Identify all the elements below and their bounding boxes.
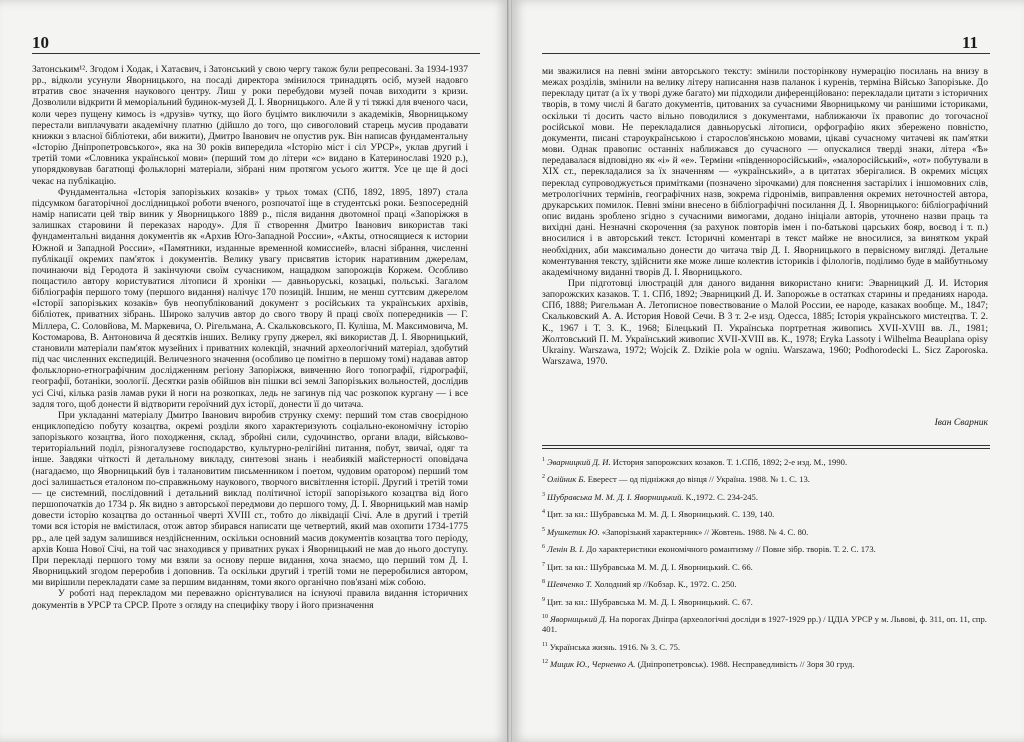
footnote xyxy=(542,640,988,652)
footnote-author: Шевченко Т. xyxy=(547,579,593,590)
paragraph: При укладанні матеріалу Дмитро Іванович виробив струнку схему: перший том став своєрідною енциклопедією побуту козацтва, окремі розділи якого характеризують соціально-економічну історію запорізького козацтва, його походження, склад, збройні сили, судочинство, органи влади, військово-територіальний поділ, різногалузеве господарство, культурно-релігійні питання, побут, звичаї, одяг та інше. Завдяки чіткості й детальному викладу, синтезові знань і неабиякій майстерності оповідача (нагадаємо, що Яворницький був і талановитим письменником і поетом, чудовим оратором) перший том досі залишається еталоном по-справжньому наукового, творчого висвітлення історії. Другий і третій томи — це системний, послідовний і детальний виклад політичної історії запорізького козацтва від його першопочатків до 1734 р. Як видно з авторської передмови до першого тому, Д. І. Яворницький мав намір довести історію козацтва до останньої чверті XVIII ст., тобто до ліквідації Січі. Але в другий і третій томи вся історія не вмістилася, отож автор збирався написати ще четвертий, який мав охопити 1734-1775 рр., але цей задум залишився нездійсненним, оскільки основний масив документів козацтва того періоду, архів Коша Нової Січі, на той час знаходився у приватних руках і Яворницький не мав до нього доступу. При перекладі першого тому ми взяли за основу перше видання, хоча знаємо, що перший том Д. І. Яворницький згодом переробив і доповнив. Та оскільки другий і третій томи не переробилися автором, ми вирішили перекладати саме за першим виданням, томи якого органічно пов'язані між собою. xyxy=(32,409,468,589)
footnote-number: 3 xyxy=(542,491,545,498)
footnote xyxy=(542,490,988,502)
paragraph: ми зважилися на певні зміни авторського тексту: змінили посторінкову нумерацію посилань на внизу в межах розділів, змінили на велику літеру написання назв паланок і куренів, терміна Військо Запорізьке. До перекладу цитат (а їх у творі дуже багато) ми підходили диференційовано: перекладали цитати з історичних творів, в тому числі й багато документів, цитованих за сучасними Яворницькому чи ранішими істориками, оскільки ті досить часто вільно поводилися з документами, наближаючи їх правопис до тогочасної російської мови. Не перекладалися давньоруські літописи, орфографію яких збережено повністю, документи, писані староукраїнською і старослов'янською мовами, цікаві сучасному читачеві як пам'ятки мови. Однак правопис останніх наближався до сучасного — опускалися тверді знаки, літера «Ѣ» передавалася відповідно як «і» й «е». Терміни «південноросійський», «малоросійський», «от» побутували в XIX ст., перекладалися за їх значенням — «український», а в цитатах зберігалися. В окремих місцях переклад супроводжується примітками (позначено зірочками) для пояснення застарілих і іншомовних слів, метрологічних термінів, географічних назв, зокрема гідронімів, виправлення окремих неточностей автора, друкарських помилок. Певні зміни внесено в бібліографічні посилання Д. І. Яворницького: бібліографічний опис видань зроблено згідно з сучасними вимогами, додано ініціали авторів, уточнено назви праць та вихідні дані. Незначні скорочення (за рахунок повторів імен і по-батькові царських бояр, воєвод і т. п.) вносилися і в авторський текст. Історичні коментарі в текст майже не вносилися, за винятком украй необхідних, аби максимально донести до читача твір Д. І. Яворницького в первісному вигляді. Детальне коментування тексту, здійснити яке може лише колектив істориків і філологів, поділимо буде в майбутньому академічному виданні творів Д. І. Яворницького. xyxy=(542,66,988,278)
footnote xyxy=(542,525,988,537)
footnote-number: 11 xyxy=(542,641,548,648)
left-page-text xyxy=(32,64,468,740)
footnotes xyxy=(542,455,988,675)
page-number-right: 11 xyxy=(961,33,978,52)
right-page-text xyxy=(542,66,988,406)
footnote-text: Еверест — од підніжжя до вінця // Україна. 1988. № 1. С. 13. xyxy=(587,474,810,485)
footnote xyxy=(542,455,988,467)
header-rule-left xyxy=(32,53,480,54)
footnote-text: Цит. за кн.: Шубравська М. М. Д. І. Яворницький. С. 66. xyxy=(547,561,753,572)
footnote-number: 5 xyxy=(542,526,545,533)
header-rule-right xyxy=(542,53,990,54)
footnote-text: «Запорізький характерник» // Жовтень. 1988. № 4. С. 80. xyxy=(601,526,809,537)
author-signature: Іван Сварник xyxy=(934,417,988,428)
footnote-author: Олійник Б. xyxy=(547,474,586,485)
footnote-text: Цит. за кн.: Шубравська М. М. Д. І. Яворницький. С. 67. xyxy=(547,596,753,607)
footnote-text: Холодний яр //Кобзар. К., 1972. С. 250. xyxy=(594,579,737,590)
paragraph: При підготовці ілюстрацій для даного видання використано книги: Эварницкий Д. И. История запорожских казаков. Т. 1. СПб, 1892; Эварницкий Д. И. Запорожье в остатках старины и преданиях народа. СПб, 1888; Ригельман А. Летописное повествование о Малой России, ее народе, казаках вообще. М., 1847; Скальковский А. А. История Новой Сечи. В 3 т. 2-е изд. Одесса, 1885; Історія українського мистецтва. Т. 2. К., 1967 і Т. 3. К., 1968; Білецький П. Українська портретная живопись XVII-XVIII вв. Л., 1981; Жолтовський П. М. Український живопис XVII-XVIII вв. К., 1978; Eryka Lassoty i Wilhelma Beauplana opisy Ukrainy. Warszawa, 1972; Wojcik Z. Dzikie pola w ogniu. Warszawa, 1960; Podhorodecki L. Sicz Zaporoska. Warszawa, 1970. xyxy=(542,277,988,368)
footnote-number: 12 xyxy=(542,659,548,666)
footnote-number: 1 xyxy=(542,457,545,463)
page-number-left: 10 xyxy=(32,33,49,52)
footnote-number: 7 xyxy=(542,561,545,568)
footnote-number: 4 xyxy=(542,509,545,516)
footnote-number: 10 xyxy=(542,614,548,621)
footnote xyxy=(542,577,988,589)
footnote-text: Українська жизнь. 1916. № 3. С. 75. xyxy=(549,641,681,652)
footnote-rule xyxy=(542,445,990,446)
footnote xyxy=(542,657,988,669)
footnote-number: 2 xyxy=(542,474,545,481)
footnote-text: (Дніпропетровськ). 1988. Несправедливість // Зоря 30 груд. xyxy=(637,659,855,670)
footnote-number: 6 xyxy=(542,544,545,551)
footnote-number: 9 xyxy=(542,596,545,603)
footnote xyxy=(542,612,988,635)
left-page xyxy=(0,0,508,742)
footnote xyxy=(542,560,988,572)
footnote-author: Яворницький Д. xyxy=(550,613,608,624)
paragraph: У роботі над перекладом ми переважно орієнтувалися на існуючі правила видання історичних документів в УРСР та СРСР. Проте з огляду на специфіку твору і його призначення xyxy=(32,588,468,611)
footnote xyxy=(542,507,988,519)
footnote-rule-lower xyxy=(542,448,990,449)
right-page xyxy=(512,0,1024,742)
paragraph: Фундаментальна «Історія запорізьких козаків» у трьох томах (СПб, 1892, 1895, 1897) стала підсумком багаторічної дослідницької роботи вченого, розпочатої іще в студентські роки. Безпосередній намір написати цей твір виник у Яворницького 1889 р., після видання двотомної праці «Запоріжжя в залишках старовини й переказах народу». Для її створення Дмитро Іванович використав такі фундаментальні видання документів як «Архив Юго-Западной России», «Акты, относящиеся к истории Южной и Западной России», «Памятники, изданные временной комиссией», власні зібрання, численні публікації окремих пам'яток і документів. Велику увагу присвятив історик наративним джерелам, починаючи від Геродота й закінчуючи своїм сучасником, нащадком запорожців Коржем. Особливо пощастило автору користуватися літописи й хроніки — давньоруські, козацькі, польські. Загалом бібліографія першого тому (першого видання) налічує 170 позицій. Іншим, не менш суттєвим джерелом «Історії запорізьких козаків» був неопублікований документ з російських та українських архівів, бібліотек, приватних зібрань. Широко залучив автор до свого твору й праці своїх попередників — Г. Міллера, С. Соловйова, М. Маркевича, О. Рігельмана, А. Скальковського, П. Куліша, М. Максимовича, М. Костомарова, В. Антоновича й десятків інших. Велику групу джерел, які використав Д. І. Яворницький, становили матеріали пам'яток музейних і приватних колекцій, значний археологічний матеріал, здобутий під час численних експедицій. Величезного значення (особливо це помітно в першому томі) надавав автор фольклорно-етнографічним дослідженням регіону Запоріжжя, вивченню його топографії, гідрографії, географії, ботаніки, зоології. Десятки разів обійшов він пішки всі землі Запорізьких вольностей, дослідив усі Січі, кілька разів ламав руки й ноги на розкопках, ледь не загинув під час розкопок кургану — і все задля того, щоб донести й відтворити героїчний дух історії, донести її до читача. xyxy=(32,186,468,410)
footnote-author: Мушкетик Ю. xyxy=(547,526,600,537)
footnote-author: Шубравська М. М. Д. І. Яворницький. xyxy=(547,491,684,502)
footnote-text: К.,1972. С. 234-245. xyxy=(685,491,759,502)
footnote-text: Цит. за кн.: Шубравська М. М. Д. І. Яворницький. С. 139, 140. xyxy=(547,509,775,520)
footnote xyxy=(542,595,988,607)
footnote-text: До характеристики економічного романтизму // Повне зібр. творів. Т. 2. С. 173. xyxy=(586,544,876,555)
footnote-text: История запорожских козаков. Т. 1.СПб, 1892; 2-е изд. М., 1990. xyxy=(612,456,848,467)
footnote-author: Эварницкий Д. И. xyxy=(547,456,611,467)
footnote xyxy=(542,472,988,484)
footnote-number: 8 xyxy=(542,579,545,586)
footnote xyxy=(542,542,988,554)
paragraph: Затонським¹². Згодом і Ходак, і Хатаєвич, і Затонський у свою чергу також були репресовані. За 1934-1937 рр., відколи усунули Яворницького, на посаді директора змінилося тринадцять осіб, музей надовго втратив своє значення наукового центру. Лиш у роки перебудови музей почав виходити з кризи. Дозволили відкрити й меморіальний будинок-музей Д. І. Яворницького. Але й у ті тяжкі для вченого часи, коли через пущену кимось із «друзів» чутку, що його буцімто виключили з академіків, Яворницькому перестали виплачувати академічну платню (дійшло до того, що сивоголовий старець мусив продавати книжки з власної бібліотеки, аби вижити), Дмитро Іванович не опустив рук. Він написав фундаментальну «Історію Дніпропетровського», яка на 30 років випередила «Історію міст і сіл УРСР», уклав другий і третій томи «Словника української мови» (перший том до літери «с» видано в Катеринославі 1920 р.), упорядковував багатющі фольклорні матеріали, зібрані ним протягом усього життя. Усе це ще й досі чекає на публікацію. xyxy=(32,64,468,187)
footnote-author: Мицик Ю., Черненко А. xyxy=(550,659,636,670)
footnote-author: Ленін В. І. xyxy=(547,544,585,555)
footnote-text: На порогах Дніпра (археологічні досліди в 1927-1929 рр.) / ЦДІА УРСР у м. Львові, ф. 311, оп. 11, спр. 401. xyxy=(542,613,987,635)
